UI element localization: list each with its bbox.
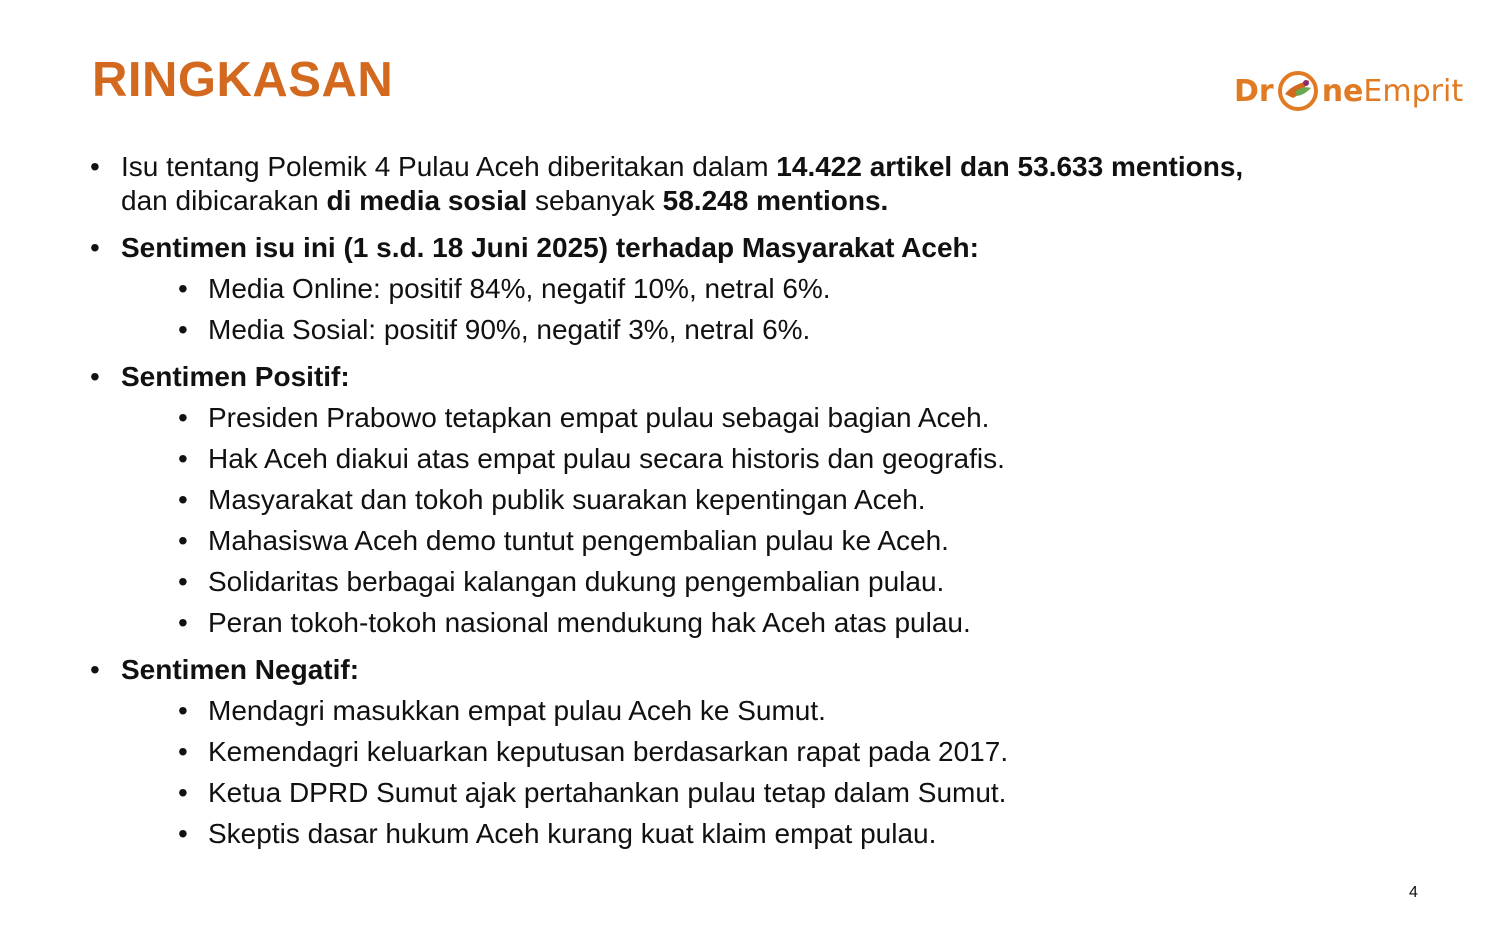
- list-item-text: Media Sosial: positif 90%, negatif 3%, netral 6%.: [208, 314, 811, 345]
- summary-content: [90, 150, 1480, 864]
- list-item-text: Skeptis dasar hukum Aceh kurang kuat klaim empat pulau.: [208, 818, 937, 849]
- coverage-text-2: dan dibicarakan: [121, 185, 327, 216]
- sentiment-overview-heading: Sentimen isu ini (1 s.d. 18 Juni 2025) terhadap Masyarakat Aceh:: [121, 232, 979, 263]
- list-item: • Masyarakat dan tokoh publik suarakan kepentingan Aceh.: [178, 484, 926, 515]
- coverage-social-mentions: 58.248 mentions.: [662, 185, 889, 216]
- bullet-dot: •: [90, 232, 100, 263]
- page-number: 4: [1409, 884, 1418, 901]
- list-item-text: Ketua DPRD Sumut ajak pertahankan pulau tetap dalam Sumut.: [208, 777, 1007, 808]
- list-item: • Kemendagri keluarkan keputusan berdasarkan rapat pada 2017.: [178, 736, 1009, 767]
- logo-text-emprit: Emprit: [1363, 73, 1464, 109]
- list-item: • Solidaritas berbagai kalangan dukung pengembalian pulau.: [178, 566, 945, 597]
- list-item-text: Masyarakat dan tokoh publik suarakan kepentingan Aceh.: [208, 484, 926, 515]
- logo-text-ne: ne: [1321, 73, 1364, 109]
- bullet-sentiment-overview: [90, 231, 1480, 347]
- list-item-text: Media Online: positif 84%, negatif 10%, netral 6%.: [208, 273, 831, 304]
- list-item-text: Mahasiswa Aceh demo tuntut pengembalian pulau ke Aceh.: [208, 525, 949, 556]
- list-item: • Mendagri masukkan empat pulau Aceh ke Sumut.: [178, 695, 826, 726]
- list-item: • Media Online: positif 84%, negatif 10%, netral 6%.: [178, 273, 831, 304]
- list-item: • Skeptis dasar hukum Aceh kurang kuat klaim empat pulau.: [178, 818, 937, 849]
- negative-heading: Sentimen Negatif:: [121, 654, 360, 685]
- coverage-text-1: Isu tentang Polemik 4 Pulau Aceh diberitakan dalam: [121, 151, 777, 182]
- bullet-dot: •: [90, 654, 100, 685]
- list-item: • Presiden Prabowo tetapkan empat pulau sebagai bagian Aceh.: [178, 402, 990, 433]
- positive-heading: Sentimen Positif:: [121, 361, 350, 392]
- list-item: • Peran tokoh-tokoh nasional mendukung hak Aceh atas pulau.: [178, 607, 971, 638]
- list-item: • Hak Aceh diakui atas empat pulau secara historis dan geografis.: [178, 443, 1005, 474]
- list-item: • Ketua DPRD Sumut ajak pertahankan pulau tetap dalam Sumut.: [178, 777, 1007, 808]
- coverage-articles-mentions: 14.422 artikel dan 53.633 mentions,: [776, 151, 1244, 182]
- list-item-text: Peran tokoh-tokoh nasional mendukung hak Aceh atas pulau.: [208, 607, 971, 638]
- drone-bird-icon: [1275, 68, 1321, 114]
- list-item: • Media Sosial: positif 90%, negatif 3%, netral 6%.: [178, 314, 811, 345]
- bullet-coverage: [90, 150, 1480, 218]
- slide-title: RINGKASAN: [92, 53, 394, 107]
- list-item-text: Presiden Prabowo tetapkan empat pulau sebagai bagian Aceh.: [208, 402, 990, 433]
- list-item: • Mahasiswa Aceh demo tuntut pengembalian pulau ke Aceh.: [178, 525, 949, 556]
- bullet-dot: •: [90, 151, 100, 182]
- drone-emprit-logo: [1234, 68, 1463, 114]
- bullet-dot: •: [90, 361, 100, 392]
- coverage-text-3: sebanyak: [527, 185, 663, 216]
- list-item-text: Solidaritas berbagai kalangan dukung pengembalian pulau.: [208, 566, 945, 597]
- logo-text-dr: Dr: [1234, 73, 1274, 109]
- list-item-text: Hak Aceh diakui atas empat pulau secara historis dan geografis.: [208, 443, 1005, 474]
- bullet-negative-sentiment: [90, 653, 1480, 851]
- list-item-text: Kemendagri keluarkan keputusan berdasarkan rapat pada 2017.: [208, 736, 1009, 767]
- bullet-positive-sentiment: [90, 360, 1480, 640]
- coverage-social-media: di media sosial: [326, 185, 528, 216]
- list-item-text: Mendagri masukkan empat pulau Aceh ke Sumut.: [208, 695, 826, 726]
